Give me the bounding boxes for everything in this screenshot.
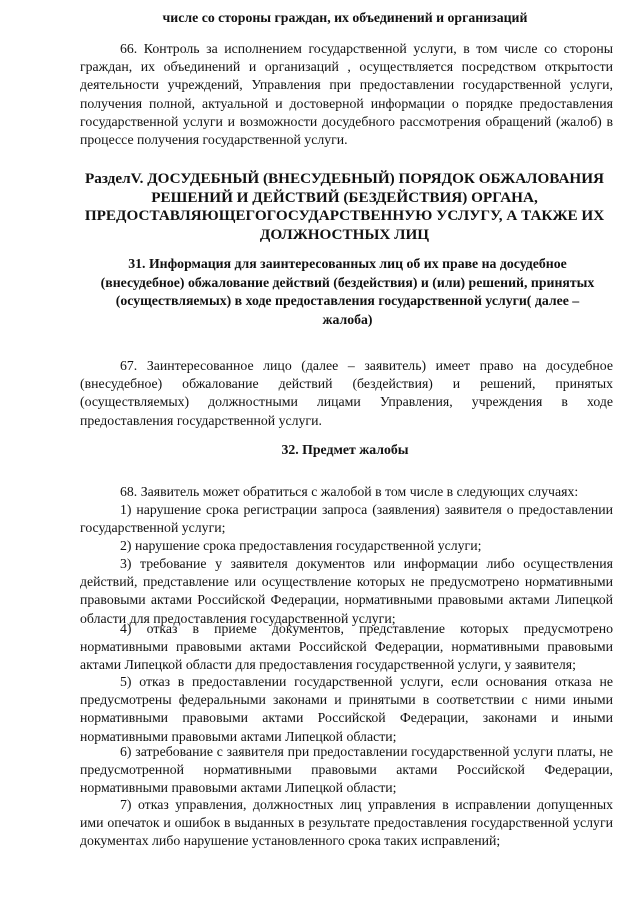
paragraph-68-text: 68. Заявитель может обратиться с жалобой в том числе в следующих случаях:	[120, 484, 579, 499]
paragraph-66-text: 66. Контроль за исполнением государственной услуги, в том числе со стороны граждан, их объединений и организаций , осуществляется посредством открытости деятельности учреждений, Управления при предоставлении государственной услуги, получения полной, актуальной и достоверной информации о порядке предоставления государственной услуги и возможности досудебного рассмотрения обращений (жалоб) в процессе получения государственной услуги.	[80, 41, 613, 148]
list-item-6	[80, 743, 613, 798]
list-item-2-text: 2) нарушение срока предоставления государственной услуги;	[120, 538, 482, 553]
list-item-3-text: 3) требование у заявителя документов или информации либо осуществления действий, представление или осуществление которых не предусмотрено нормативными правовыми актами Российской Федерации, нормативными правовыми актами Липецкой области для предоставления государственной услуги;	[80, 556, 613, 626]
list-item-1-text: 1) нарушение срока регистрации запроса (заявления) заявителя о предоставлении государственной услуги;	[80, 502, 613, 536]
paragraph-67-text: 67. Заинтересованное лицо (далее – заявитель) имеет право на досудебное (внесудебное) обжалование действий (бездействия) и решений, принятых (осуществляемых) должностными лицами Управления, учреждения в ходе предоставления государственной услуги.	[80, 358, 613, 428]
paragraph-68	[80, 483, 613, 501]
paragraph-66	[80, 40, 613, 149]
paragraph-67	[80, 357, 613, 430]
list-item-5-text: 5) отказ в предоставлении государственной услуги, если основания отказа не предусмотрены федеральными законами и принятыми в соответствии с ними иными нормативными правовыми актами Российской Федерации, законами и иными нормативными правовыми актами Липецкой области;	[80, 674, 613, 744]
list-item-1	[80, 501, 613, 537]
subsection-32-title: 32. Предмет жалобы	[281, 442, 409, 457]
list-item-7	[80, 796, 613, 851]
subsection-31-title: 31. Информация для заинтересованных лиц об их праве на досудебное (внесудебное) обжалование действий (бездействия) и (или) решений, принятых (осуществляемых) в ходе предоставления государственной услуги( далее – жалоба)	[100, 256, 595, 327]
top-heading: числе со стороны граждан, их объединений и организаций	[162, 10, 528, 25]
list-item-3	[80, 555, 613, 628]
section-5-title: РазделV. ДОСУДЕБНЫЙ (ВНЕСУДЕБНЫЙ) ПОРЯДОК ОБЖАЛОВАНИЯ РЕШЕНИЙ И ДЕЙСТВИЙ (БЕЗДЕЙСТВИЯ) ОРГАНА, ПРЕДОСТАВЛЯЮЩЕГОГОСУДАРСТВЕННУЮ УСЛУГУ, А ТАКЖЕ ИХ ДОЛЖНОСТНЫХ ЛИЦ	[84, 170, 605, 243]
list-item-4-text: 4) отказ в приеме документов, представление которых предусмотрено нормативными правовыми актами Российской Федерации, нормативными правовыми актами Липецкой области для предоставления государственной услуги, у заявителя;	[80, 621, 613, 673]
list-item-7-text: 7) отказ управления, должностных лиц управления в исправлении допущенных ими опечаток и ошибок в выданных в результате предоставления государственной услуги документах либо нарушение установленного срока таких исправлений;	[80, 797, 613, 849]
list-item-6-text: 6) затребование с заявителя при предоставлении государственной услуги платы, не предусмотренной нормативными правовыми актами Российской Федерации, нормативными правовыми актами Липецкой области;	[80, 744, 613, 796]
list-item-2	[80, 537, 613, 555]
list-item-5	[80, 673, 613, 746]
list-item-4	[80, 620, 613, 675]
